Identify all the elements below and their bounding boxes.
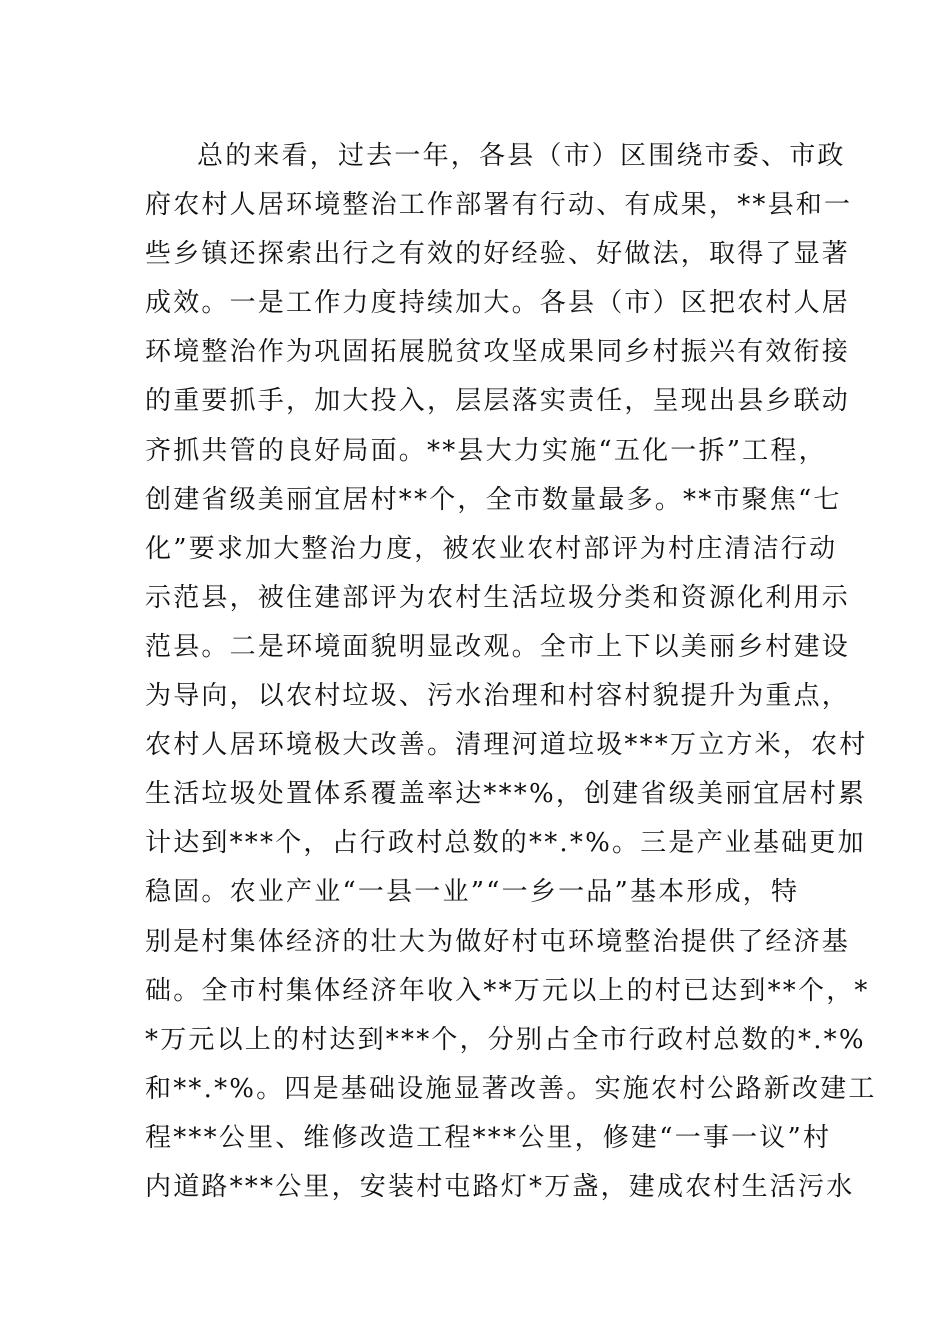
paragraph-line: 示范县，被住建部评为农村生活垃圾分类和资源化利用示: [145, 582, 851, 613]
paragraph-line: 府农村人居环境整治工作部署有行动、有成果，**县和一: [145, 190, 853, 221]
paragraph-line: 创建省级美丽宜居村**个，全市数量最多。**市聚焦“七: [145, 484, 842, 515]
body-paragraph: [145, 132, 877, 1212]
paragraph-line: 总的来看，过去一年，各县（市）区围绕市委、市政: [197, 141, 846, 171]
paragraph-line: 内道路***公里，安装村屯路灯*万盏，建成农村生活污水: [145, 1171, 855, 1202]
paragraph-line: 农村人居环境极大改善。清理河道垃圾***万立方米，农村: [145, 730, 868, 761]
paragraph-line: 和**.*%。四是基础设施显著改善。实施农村公路新改建工: [145, 1073, 877, 1104]
paragraph-line: 别是村集体经济的壮大为做好村屯环境整治提供了经济基: [145, 926, 851, 957]
paragraph-line: *万元以上的村达到***个，分别占全市行政村总数的*.*%: [145, 1024, 866, 1055]
paragraph-line: 化”要求加大整治力度，被农业农村部评为村庄清洁行动: [145, 533, 838, 564]
paragraph-line: 成效。一是工作力度持续加大。各县（市）区把农村人居: [145, 288, 851, 319]
paragraph-line: 础。全市村集体经济年收入**万元以上的村已达到**个，*: [145, 975, 870, 1006]
paragraph-line: 范县。二是环境面貌明显改观。全市上下以美丽乡村建设: [145, 631, 851, 662]
paragraph-line: 些乡镇还探索出行之有效的好经验、好做法，取得了显著: [145, 239, 851, 270]
paragraph-line: 环境整治作为巩固拓展脱贫攻坚成果同乡村振兴有效衔接: [145, 337, 851, 368]
paragraph-line: 为导向，以农村垃圾、污水治理和村容村貌提升为重点，: [145, 681, 851, 712]
paragraph-line: 的重要抓手，加大投入，层层落实责任，呈现出县乡联动: [145, 386, 851, 417]
paragraph-line: 齐抓共管的良好局面。**县大力实施“五化一拆”工程，: [145, 435, 827, 466]
paragraph-line: 生活垃圾处置体系覆盖率达***%，创建省级美丽宜居村累: [145, 779, 867, 810]
paragraph-line: 计达到***个，占行政村总数的**.*%。三是产业基础更加: [145, 828, 866, 859]
paragraph-line: 程***公里、维修改造工程***公里，修建“一事一议”村: [145, 1122, 832, 1153]
paragraph-line: 稳固。农业产业“一县一业”“一乡一品”基本形成，特: [145, 877, 800, 908]
